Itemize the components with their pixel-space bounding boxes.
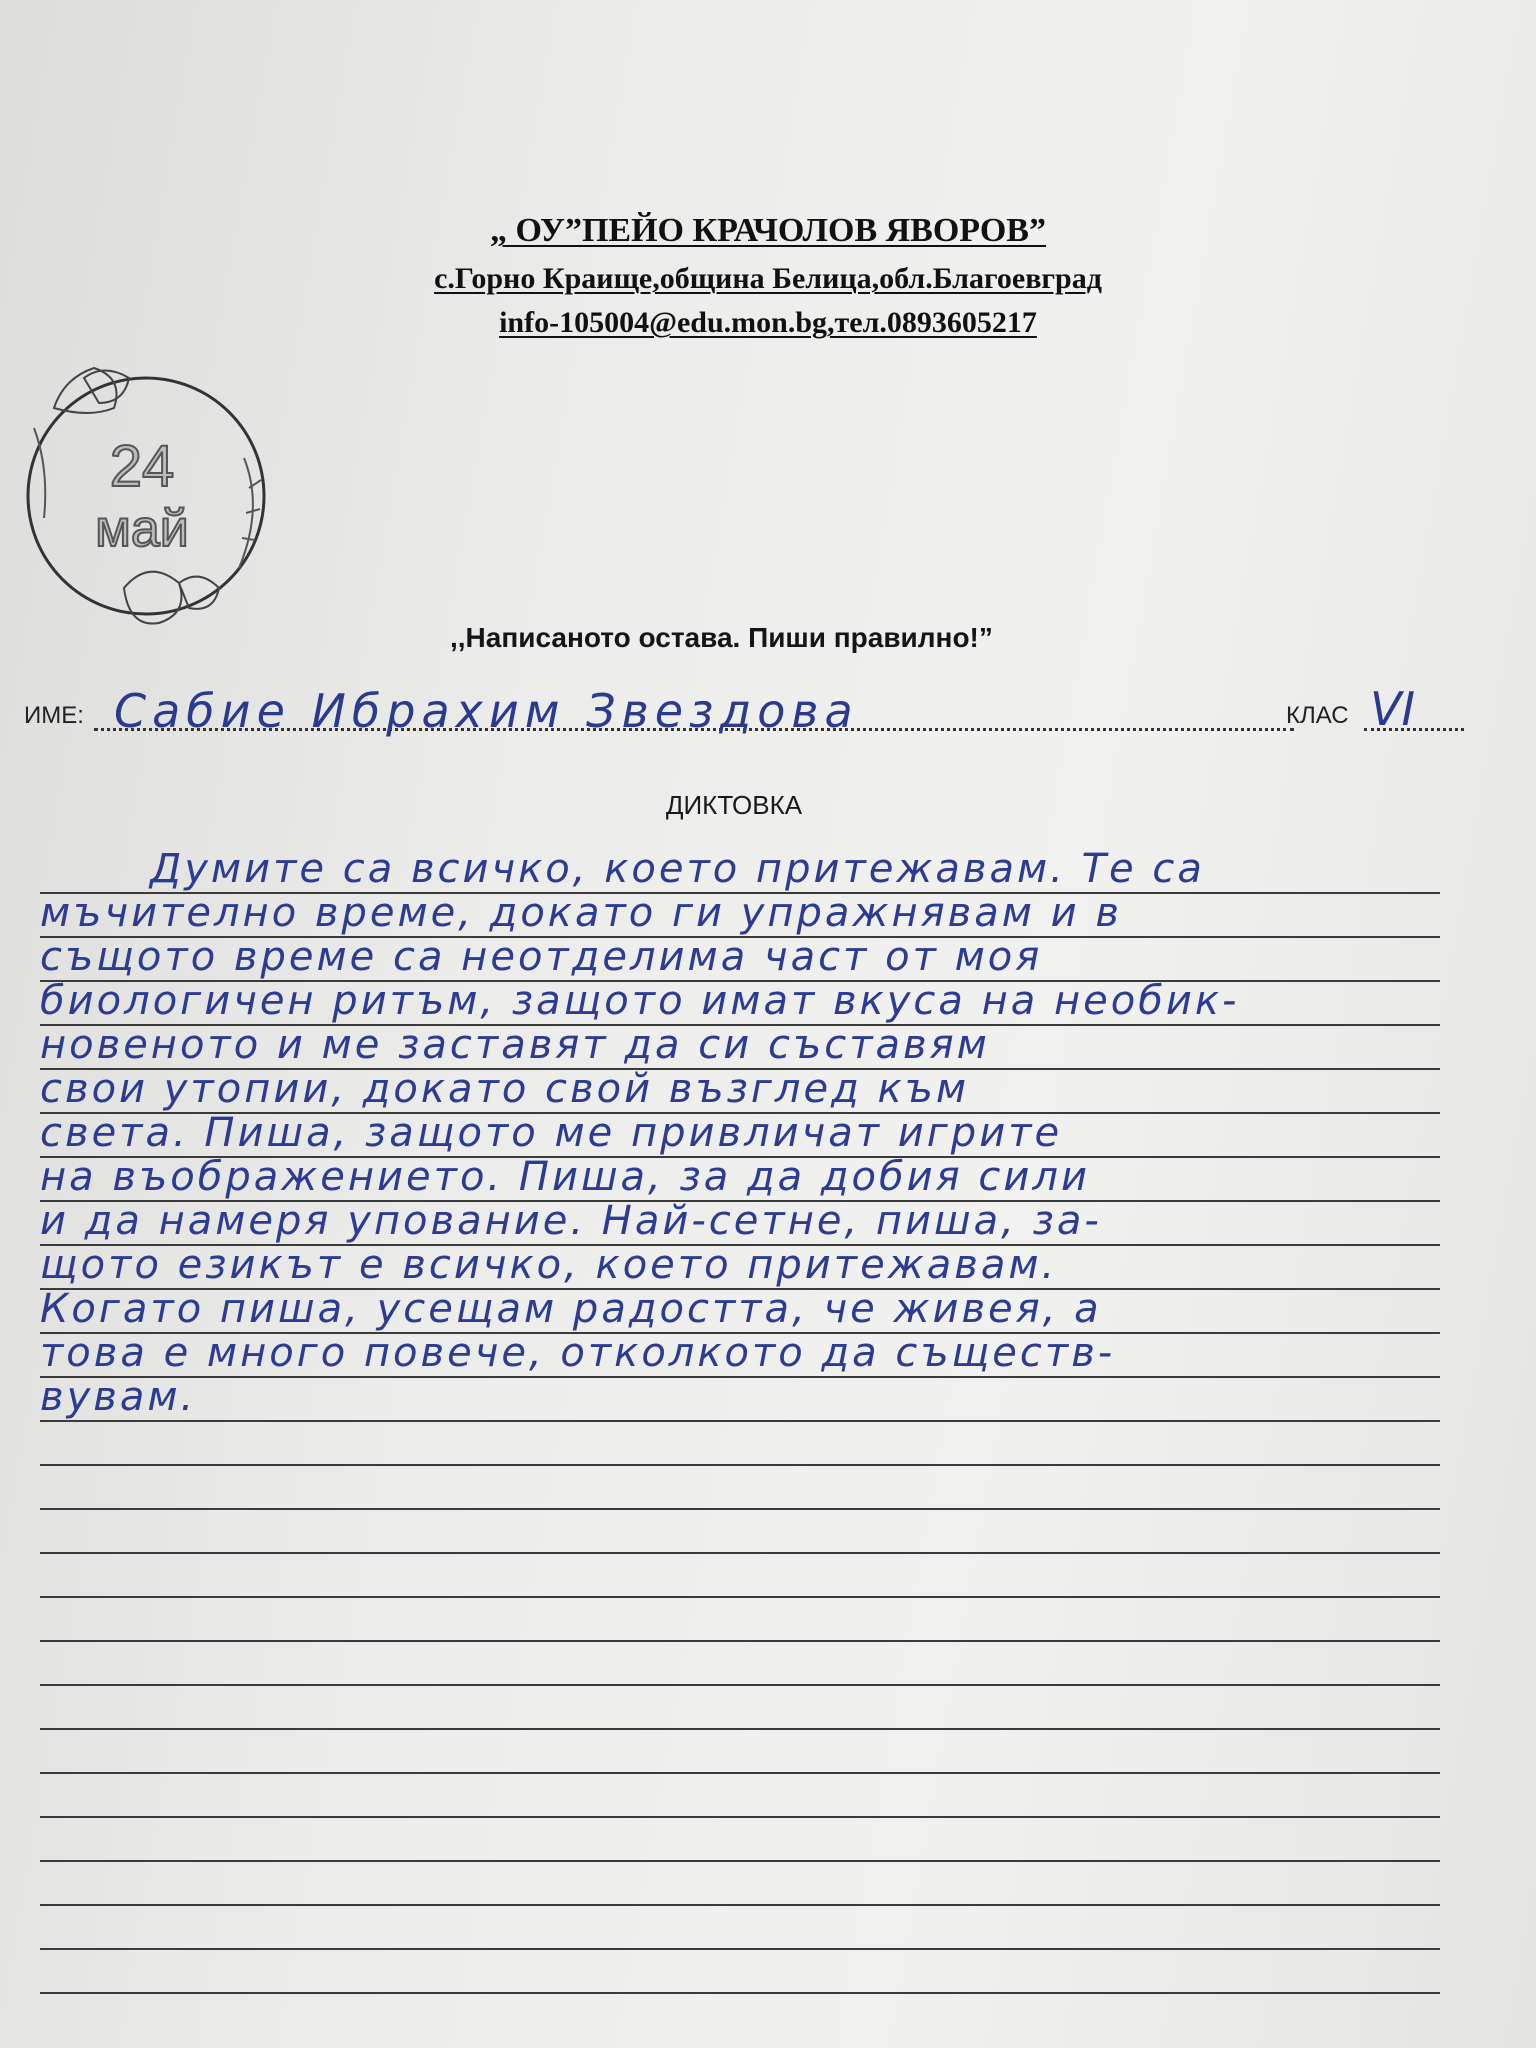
dictation-line: свои утопии, докато свой възглед към xyxy=(40,1066,970,1112)
dictation-line: същото време са неотделима част от моя xyxy=(40,934,1043,980)
school-name: „ ОУ”ПЕЙО КРАЧОЛОВ ЯВОРОВ” xyxy=(489,212,1046,249)
name-handwritten: Сабие Ибрахим Звездова xyxy=(114,684,859,738)
dictation-line: вувам. xyxy=(40,1374,197,1420)
ruled-line xyxy=(40,1640,1440,1642)
dictation-line: биологичен ритъм, защото имат вкуса на необик- xyxy=(40,978,1240,1024)
dictation-line: Думите са всичко, което притежавам. Те са xyxy=(150,846,1205,892)
ruled-line xyxy=(40,1816,1440,1818)
ruled-line xyxy=(40,1728,1440,1730)
may-24-emblem xyxy=(14,348,274,648)
ruled-line xyxy=(40,1420,1440,1422)
emblem-day: 24 xyxy=(109,434,175,499)
ruled-line xyxy=(40,1904,1440,1906)
dictation-line: това е много повече, отколкото да съществ- xyxy=(40,1330,1116,1376)
ruled-line xyxy=(40,1508,1440,1510)
school-contact: info-105004@edu.mon.bg,тел.0893605217 xyxy=(499,306,1037,339)
dictation-title: ДИКТОВКА xyxy=(665,790,803,820)
ruled-line xyxy=(40,1772,1440,1774)
dictation-line: новеното и ме заставят да си съставям xyxy=(40,1022,990,1068)
class-handwritten: VI xyxy=(1370,682,1416,736)
emblem-month: май xyxy=(95,500,189,558)
dictation-line: Когато пиша, усещам радостта, че живея, а xyxy=(40,1286,1102,1332)
motto: ,,Написаното остава. Пиши правилно!” xyxy=(450,622,993,653)
dictation-line: мъчително време, докато ги упражнявам и в xyxy=(40,890,1122,936)
ruled-line xyxy=(40,1860,1440,1862)
dictation-line: света. Пиша, защото ме привличат игрите xyxy=(40,1110,1063,1156)
school-address: с.Горно Краище,община Белица,обл.Благоевград xyxy=(434,262,1102,295)
ruled-line xyxy=(40,1596,1440,1598)
ruled-line xyxy=(40,1464,1440,1466)
ruled-line xyxy=(40,1992,1440,1994)
dictation-line: и да намеря упование. Най-сетне, пиша, за- xyxy=(40,1198,1102,1244)
ruled-line xyxy=(40,1948,1440,1950)
name-label: ИМЕ: xyxy=(24,702,84,729)
class-label: КЛАС xyxy=(1286,702,1349,729)
dictation-line: щото езикът е всичко, което притежавам. xyxy=(40,1242,1058,1288)
ruled-line xyxy=(40,1684,1440,1686)
dictation-line: на въображението. Пиша, за да добия сили xyxy=(40,1154,1090,1200)
name-row xyxy=(24,682,1464,740)
ruled-line xyxy=(40,1552,1440,1554)
